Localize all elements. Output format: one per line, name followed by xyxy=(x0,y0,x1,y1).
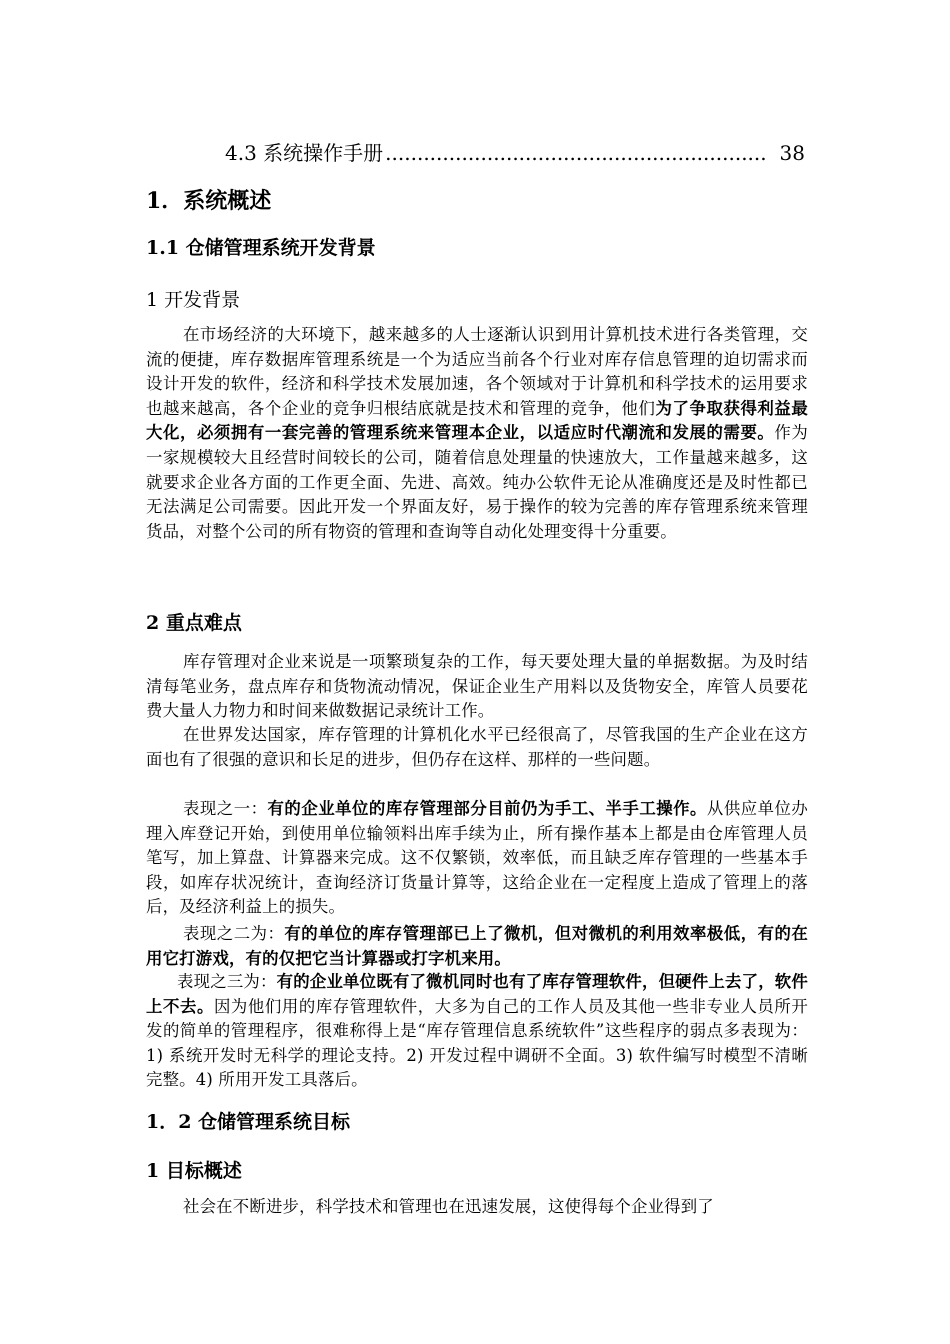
paragraph-text: 从供应单位办理入库登记开始，到使用单位输领料出库手续为止，所有操作基本上都是由仓库管理人员笔写，加上算盘、计算器来完成。这不仅繁锁，效率低，而且缺乏库存管理的一些基本手段，如库存状况统计，查询经济订货量计算等，这给企业在一定程度上造成了管理上的落后，及经济利益上的损失。 xyxy=(146,799,809,917)
toc-entry-label: 4.3 系统操作手册 xyxy=(225,141,384,165)
section-heading-1: 1．系统概述 xyxy=(146,188,272,214)
subheading-development-background: 1 开发背景 xyxy=(146,289,241,311)
paragraph-development-background xyxy=(146,323,808,544)
subheading-key-difficulties: 2 重点难点 xyxy=(146,612,242,634)
paragraph-text: 因为他们用的库存管理软件，大多为自己的工作人员及其他一些非专业人员所开发的简单的管理程序，很难称得上是“库存管理信息系统软件”这些程序的弱点多表现为：1) 系统开发时无科学的理论支持。2) 开发过程中调研不全面。3) 软件编写时模型不清晰完整。4) 所用开发工具落后。 xyxy=(146,996,808,1090)
section-heading-1-2: 1．2 仓储管理系统目标 xyxy=(146,1111,351,1133)
paragraph-difficulties-2: 在世界发达国家，库存管理的计算机化水平已经很高了，尽管我国的生产企业在这方面也有了很强的意识和长足的进步，但仍存在这样、那样的一些问题。 xyxy=(146,725,808,769)
paragraph-text: 表现之二为： xyxy=(183,924,285,943)
paragraph-bold-text: 为了争取获得利益最大化，必须拥有一套完善的管理系统来管理本企业，以适应时代潮流和发展的需要。 xyxy=(146,398,808,443)
paragraph-text: 作为一家规模较大且经营时间较长的公司，随着信息处理量的快速放大，工作量越来越多，这就要求企业各方面的工作更全面、先进、高效。纯办公软件无论从准确度还是及时性都已无法满足公司需要。因此开发一个界面友好，易于操作的较为完善的库存管理系统来管理货品，对整个公司的所有物资的管理和查询等自动化处理变得十分重要。 xyxy=(146,423,808,541)
paragraph-text: 在市场经济的大环境下，越来越多的人士逐渐认识到用计算机技术进行各类管理，交流的便捷，库存数据库管理系统是一个为适应当前各个行业对库存信息管理的迫切需求而设计开发的软件，经济和科学技术发展加速，各个领域对于计算机和科学技术的运用要求也越来越高，各个企业的竞争归根结底就是技术和管理的竞争，他们 xyxy=(146,325,808,418)
toc-entry[interactable] xyxy=(225,138,805,168)
paragraph-manifestation-3 xyxy=(146,970,808,1093)
paragraph-bold-text: 有的企业单位的库存管理部分目前仍为手工、半手工操作。 xyxy=(267,799,707,818)
paragraph-manifestation-1 xyxy=(146,797,808,920)
toc-leader-dots: ............................................................ xyxy=(385,141,767,165)
section-heading-1-1: 1.1 仓储管理系统开发背景 xyxy=(146,237,376,259)
paragraph-manifestation-2 xyxy=(146,922,808,971)
paragraph-text: 表现之一： xyxy=(183,799,268,818)
paragraph-difficulties-1: 库存管理对企业来说是一项繁琐复杂的工作，每天要处理大量的单据数据。为及时结清每笔业务，盘点库存和货物流动情况，保证企业生产用料以及货物安全，库管人员要花费大量人力物力和时间来做数据记录统计工作。 xyxy=(146,652,808,721)
toc-page-number: 38 xyxy=(779,141,805,165)
paragraph-bold-text: 有的企业单位既有了微机同时也有了库存管理软件，但硬件上去了，软件上不去。 xyxy=(146,972,808,1016)
subheading-goal-overview: 1 目标概述 xyxy=(146,1160,242,1182)
paragraph-text: 表现之三为： xyxy=(177,972,277,991)
paragraph-bold-text: 有的单位的库存管理部已上了微机，但对微机的利用效率极低，有的在用它打游戏，有的仅把它当计算器或打字机来用。 xyxy=(146,924,808,968)
paragraph-goal-overview: 社会在不断进步，科学技术和管理也在迅速发展，这使得每个企业得到了 xyxy=(183,1197,714,1216)
